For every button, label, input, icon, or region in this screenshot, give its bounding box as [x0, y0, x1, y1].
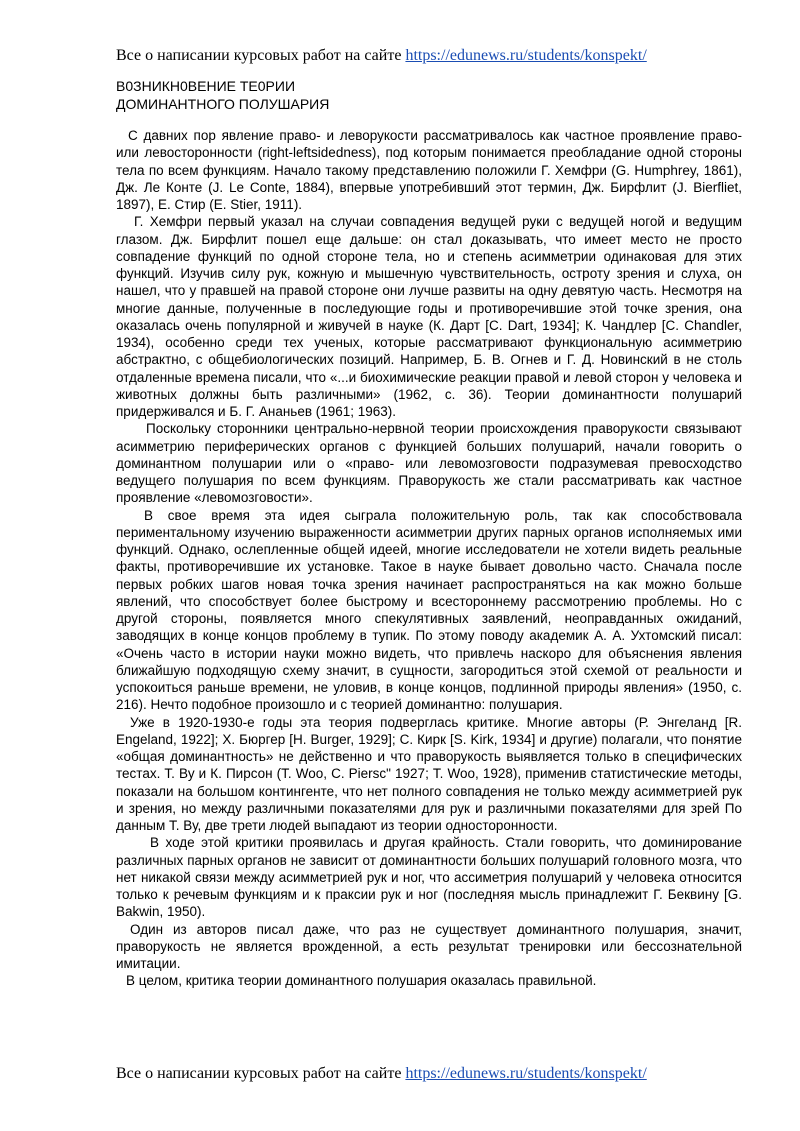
footer-text: Все о написании курсовых работ на сайте [116, 1065, 402, 1082]
paragraph: С давних пор явление право- и леворукости рассматривалось как частное проявление право- или левосторонности (right-leftsidedness), под которым понимается преобладание одной стороны тела по всем функциям. Начало такому представлению положили Г. Хемфри (G. Humphrey, 1861), Дж. Ле Конте (J. Le Conte, 1884), впервые употребивший этот термин, Дж. Бирфлит (J. Bierfliet, 1897), Е. Стир (E. Stier, 1911). [116, 128, 742, 212]
paragraph: Уже в 1920-1930-е годы эта теория подверглась критике. Многие авторы (Р. Энгеланд [R. Engeland, 1922]; X. Бюргер [H. Burger, 1929]; С. Кирк [S. Kirk, 1934] и другие) полагали, что понятие «общая доминантность» не действенно и что праворукость выявляется только в специфических тестах. Т. Ву и К. Пирсон (Т. Woo, С. Piersc" 1927; Т. Woo, 1928), применив статистические методы, показали на большом контингенте, что нет полного совпадения не только между асимметрией рук и зрения, но между различными показателями для рук и различными показателями для зрей По данным Т. Ву, две трети людей выпадают из теории односторонности. [116, 714, 742, 833]
paragraph: Г. Хемфри первый указал на случаи совпадения ведущей руки с ведущей ногой и ведущим глазом. Дж. Бирфлит пошел еще дальше: он стал доказывать, что имеет место не просто совпадение функций по одной стороне тела, но и степень асимметрии одинаковая для этих функций. Изучив силу рук, кожную и мышечную чувствительность, остроту зрения и слуха, он нашел, что у правшей на правой стороне они лучше развиты на одну девятую часть. Несмотря на многие данные, полученные в последующие годы и противоречившие этой точке зрения, она оказалась очень популярной и живучей в науке (К. Дарт [С. Dart, 1934]; К. Чандлер [С. Chandler, 1934), особенно среди тех ученых, которые рассматривают функциональную асимметрию абстрактно, с общебиологических позиций. Например, Б. В. Огнев и Г. Д. Новинский в не столь отдаленные времена писали, что «...и биохимические реакции правой и левой сторон у человека и животных должны быть различными» (1962, с. 36). Теории доминантности полушарий придерживался и Б. Г. Ананьев (1961; 1963). [116, 214, 742, 419]
paragraph: В целом, критика теории доминантного полушария оказалась правильной. [126, 973, 597, 989]
document-title [116, 77, 329, 113]
paragraph: В свое время эта идея сыграла положительную роль, так как способствовала периментальному изучению выраженности асимметрии других парных органов исполняемых ими функций. Однако, ослепленные общей идеей, многие исследователи не хотели видеть реальные факты, противоречившие их установке. Такое в науке бывает довольно часто. Сначала после первых робких шагов новая точка зрения начинает распространяться на как можно больше явлений, что способствует более быстрому и всестороннему рассмотрению проблемы. Но с другой стороны, появляется много спекулятивных заявлений, неоправданных ожиданий, заводящих в конце концов проблему в тупик. По этому поводу академик А. А. Ухтомский писал: «Очень часто в истории науки можно видеть, что привлечь наскоро для объяснения явления ближайшую подходящую схему значит, в сущности, загородиться этой схемой от реальности и успокоиться раньше времени, не уловив, в конце концов, подлинной природы явления» (1950, с. 216). Нечто подобное произошло и с теорией доминантно: полушария. [116, 507, 742, 713]
title-line-1: В0ЗНИКН0ВЕНИЕ ТЕ0РИИ [116, 78, 296, 94]
paragraph: Один из авторов писал даже, что раз не существует доминантного полушария, значит, праворукость не является врожденной, а есть результат тренировки или бессознательной имитации. [116, 921, 742, 971]
title-line-2: ДОМИНАНТНОГО ПОЛУШАРИЯ [116, 96, 330, 112]
footer-link[interactable]: https://edunews.ru/students/konspekt/ [405, 1065, 647, 1082]
header-link[interactable]: https://edunews.ru/students/konspekt/ [405, 47, 647, 64]
paragraph: В ходе этой критики проявилась и другая крайность. Стали говорить, что доминирование различных парных органов не зависит от доминантности больших полушарий головного мозга, что нет никакой связи между асимметрией рук и ног, что ассиметрия полушарий у человека относится только к речевым функциям и к праксии рук и ног (последняя мысль принадлежит Г. Беквину [G. Bakwin, 1950). [116, 835, 742, 920]
page-header [116, 47, 760, 65]
header-text: Все о написании курсовых работ на сайте [116, 47, 402, 64]
paragraph: Поскольку сторонники центрально-нервной теории происхождения праворукости связывают асимметрию периферических органов с функцией больших полушарий, начали говорить о доминантном полушарии или о «право- или левомозговости подразумевая превосходство ведущего полушария по всем функциям. Праворукость же стали рассматривать как частное проявление «левомозговости». [116, 421, 742, 506]
page-footer [116, 1065, 760, 1083]
document-body [116, 127, 742, 990]
